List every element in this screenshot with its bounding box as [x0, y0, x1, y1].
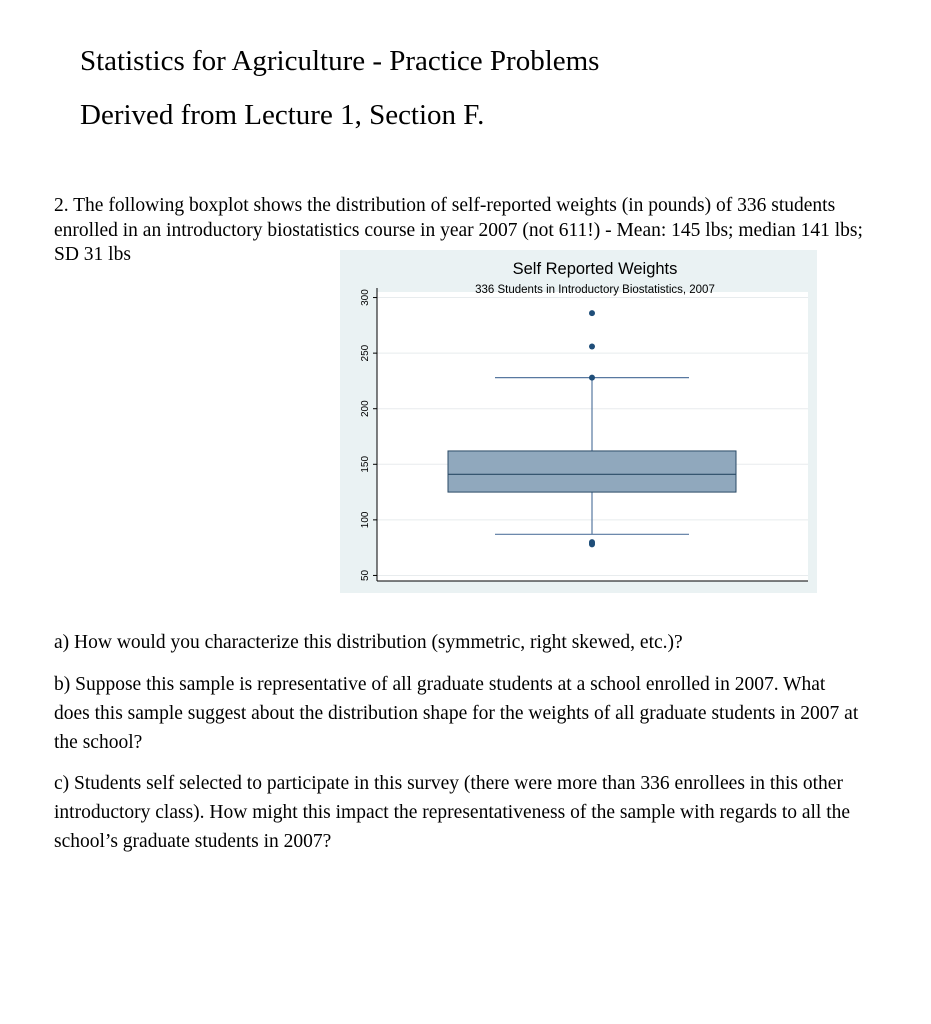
y-tick-label: 300 — [360, 289, 371, 306]
question-b: b) Suppose this sample is representative of all graduate students at a school enrolled in 2007. What does this sample suggest about the distribution shape for the weights of all graduate students in 2007 at the school? — [54, 674, 859, 753]
iqr-box — [448, 451, 736, 492]
problem-statement: 2. The following boxplot shows the distribution of self-reported weights (in pounds) of 336 students enrolled in an introductory biostatistics course in year 2007 (not 611!) - Mean: 145 lbs; median 141 lbs; SD 31 lbs — [54, 195, 863, 265]
page-title: Statistics for Agriculture - Practice Problems — [80, 45, 600, 77]
page-subtitle: Derived from Lecture 1, Section F. — [80, 99, 485, 131]
y-tick-label: 50 — [360, 569, 371, 582]
chart-title: Self Reported Weights — [512, 260, 678, 278]
outlier-point — [589, 539, 595, 545]
y-tick-label: 200 — [360, 400, 371, 418]
question-a: a) How would you characterize this distribution (symmetric, right skewed, etc.)? — [54, 632, 683, 653]
boxplot-chart — [340, 250, 817, 593]
outlier-point — [589, 343, 595, 349]
y-tick-label: 150 — [360, 455, 371, 473]
question-c: c) Students self selected to participate in this survey (there were more than 336 enrollees in this other introductory class). How might this impact the representativeness of the sample with regards to all the school’s graduate students in 2007? — [54, 773, 851, 852]
boxplot-svg — [340, 250, 817, 593]
chart-subtitle: 336 Students in Introductory Biostatistics, 2007 — [475, 284, 715, 296]
y-tick-label: 250 — [360, 344, 371, 362]
outlier-point — [589, 375, 595, 381]
outlier-point — [589, 310, 595, 316]
y-tick-label: 100 — [360, 511, 371, 529]
